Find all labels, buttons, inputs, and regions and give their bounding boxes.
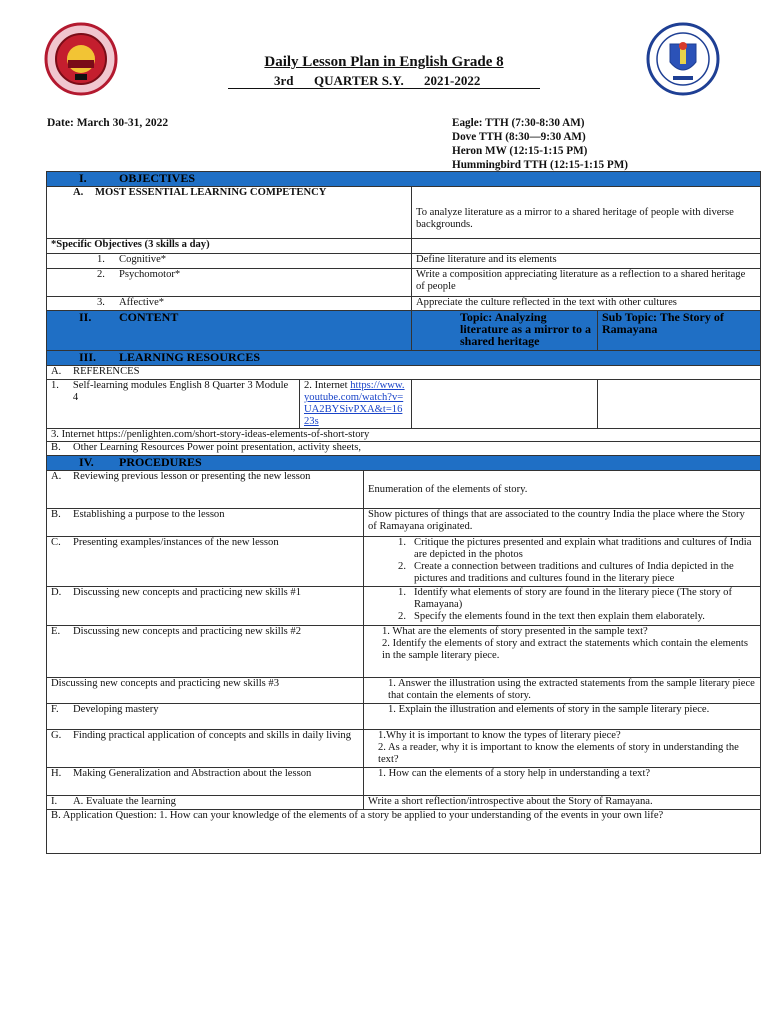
melc-label: MOST ESSENTIAL LEARNING COMPETENCY xyxy=(95,187,327,198)
content-row: II. CONTENT Topic: Analyzing literature as a mirror to a shared heritage Sub Topic: The Story of Ramayana xyxy=(47,311,761,351)
cognitive-value: Define literature and its elements xyxy=(412,254,761,269)
youtube-link[interactable]: https://www.youtube.com/watch?v=UA2BYSivPXA&t=1623s xyxy=(304,380,405,427)
references-label: REFERENCES xyxy=(73,366,140,377)
cognitive-row: 1. Cognitive* Define literature and its elements xyxy=(47,254,761,269)
procedure-e-item: 1. What are the elements of story presented in the sample text? xyxy=(382,626,648,637)
procedure-b-row: B. Establishing a purpose to the lesson Show pictures of things that are associated to the country India the place where the Story of Ramayana originated. xyxy=(47,509,761,537)
procedure-b-value: Show pictures of things that are associated to the country India the place where the Story of Ramayana originated. xyxy=(364,509,761,537)
reference-module: Self-learning modules English 8 Quarter 3 Module 4 xyxy=(72,380,289,403)
schedule-item: Dove TTH (8:30—9:30 AM) xyxy=(452,131,586,143)
procedure-h-label: Making Generalization and Abstraction about the lesson xyxy=(73,768,312,779)
procedure-b-label: Establishing a purpose to the lesson xyxy=(73,509,225,520)
objectives-heading: OBJECTIVES xyxy=(119,171,196,185)
procedure-e-item: 2. Identify the elements of story and extract the statements which contain the elements in the sample literary piece. xyxy=(382,638,748,661)
application-question: B. Application Question: 1. How can your knowledge of the elements of a story be applied to your understanding of the events in your own life? xyxy=(47,810,761,854)
procedure-f-row: F. Developing mastery 1. Explain the illustration and elements of story in the sample literary piece. xyxy=(47,704,761,730)
other-resources-row: B. Other Learning Resources Power point presentation, activity sheets, xyxy=(47,442,761,456)
schedule-item: Hummingbird TTH (12:15-1:15 PM) xyxy=(452,159,628,171)
schedule-item: Heron MW (12:15-1:15 PM) xyxy=(452,145,588,157)
procedure-c-label: Presenting examples/instances of the new lesson xyxy=(73,537,279,548)
quarter-line xyxy=(228,72,540,89)
affective-label: Affective* xyxy=(119,297,165,308)
procedure-e3-value: 1. Answer the illustration using the extracted statements from the sample literary piece that contain the elements of story. xyxy=(364,678,761,704)
procedure-i-value: Write a short reflection/introspective about the Story of Ramayana. xyxy=(364,796,761,810)
quarter-value: 3rd xyxy=(274,73,294,88)
procedure-g-item: 1.Why it is important to know the types of literary piece? xyxy=(378,730,621,741)
procedure-f-value: 1. Explain the illustration and elements of story in the sample literary piece. xyxy=(364,704,761,730)
document-title: Daily Lesson Plan in English Grade 8 xyxy=(264,54,504,70)
class-schedule xyxy=(452,116,628,172)
procedure-d-item: Specify the elements found in the text then explain them elaborately. xyxy=(414,611,705,622)
procedure-f-label: Developing mastery xyxy=(73,704,159,715)
school-year: 2021-2022 xyxy=(424,73,481,88)
content-heading: CONTENT xyxy=(119,310,179,324)
procedures-header-row: IV. PROCEDURES xyxy=(47,456,761,471)
psychomotor-row: 2. Psychomotor* Write a composition appreciating literature as a reflection to a shared heritage of people xyxy=(47,269,761,297)
procedure-i-label: A. Evaluate the learning xyxy=(73,796,176,807)
procedure-h-row: H. Making Generalization and Abstraction about the lesson 1. How can the elements of a story help in understanding a text? xyxy=(47,768,761,796)
affective-value: Appreciate the culture reflected in the text with other cultures xyxy=(412,297,761,311)
procedure-a-value: Enumeration of the elements of story. xyxy=(364,471,761,509)
specific-objectives-label: *Specific Objectives (3 skills a day) xyxy=(47,239,412,254)
schedule-item: Eagle: TTH (7:30-8:30 AM) xyxy=(452,117,585,129)
lesson-plan-table xyxy=(46,171,761,854)
procedure-g-item: 2. As a reader, why it is important to know the elements of story in understanding the text? xyxy=(378,742,739,765)
procedures-heading: PROCEDURES xyxy=(119,455,202,469)
procedure-c-item: Critique the pictures presented and explain what traditions and cultures of India are depicted in the photos xyxy=(414,537,752,560)
procedure-d-row: D. Discussing new concepts and practicing new skills #1 1. Identify what elements of story are found in the literary piece (The story of Ramayana) 2. Specify the elements found in the text then explain them elaborately. xyxy=(47,587,761,626)
lesson-date: Date: March 30-31, 2022 xyxy=(47,117,169,129)
procedure-i-row: I. A. Evaluate the learning Write a short reflection/introspective about the Story of Ramayana. xyxy=(47,796,761,810)
reference-3: 3. Internet https://penlighten.com/short-story-ideas-elements-of-short-story xyxy=(47,429,761,442)
procedure-d-item: Identify what elements of story are found in the literary piece (The story of Ramayana) xyxy=(414,587,732,610)
melc-value: To analyze literature as a mirror to a shared heritage of people with diverse backgrounds. xyxy=(412,187,761,239)
references-row: A. REFERENCES xyxy=(47,366,761,380)
specific-objectives-row xyxy=(47,239,761,254)
application-row xyxy=(47,810,761,854)
references-items-row: 1. Self-learning modules English 8 Quarter 3 Module 4 2. Internet https://www.youtube.com/watch?v=UA2BYSivPXA&t=1623s xyxy=(47,380,761,429)
procedure-g-row: G. Finding practical application of concepts and skills in daily living 1.Why it is important to know the types of literary piece? 2. As a reader, why it is important to know the elements of story in understanding the text? xyxy=(47,730,761,768)
procedure-g-label: Finding practical application of concepts and skills in daily living xyxy=(73,730,352,741)
procedure-e3-label: Discussing new concepts and practicing new skills #3 xyxy=(47,678,364,704)
content-subtopic: Sub Topic: The Story of Ramayana xyxy=(598,311,761,351)
procedure-e-label: Discussing new concepts and practicing new skills #2 xyxy=(73,626,302,637)
resources-header-row: III. LEARNING RESOURCES xyxy=(47,351,761,366)
objectives-header-row: I. OBJECTIVES xyxy=(47,172,761,187)
procedure-a-label: Reviewing previous lesson or presenting the new lesson xyxy=(73,471,311,482)
procedure-c-item: Create a connection between traditions and cultures of India depicted in the pictures and traditions and cultures found in the literary piece xyxy=(414,561,734,584)
quarter-label: QUARTER S.Y. xyxy=(314,73,404,88)
content-topic: Topic: Analyzing literature as a mirror to a shared heritage xyxy=(412,311,598,351)
resources-heading: LEARNING RESOURCES xyxy=(119,350,261,364)
procedure-a-row: A. Reviewing previous lesson or presenting the new lesson Enumeration of the elements of story. xyxy=(47,471,761,509)
procedure-h-value: 1. How can the elements of a story help in understanding a text? xyxy=(364,768,761,796)
psychomotor-value: Write a composition appreciating literature as a reflection to a shared heritage of people xyxy=(412,269,761,297)
other-resources: Other Learning Resources Power point presentation, activity sheets, xyxy=(73,442,362,453)
procedure-c-row: C. Presenting examples/instances of the new lesson 1. Critique the pictures presented and explain what traditions and cultures of India are depicted in the photos 2. Create a connection between traditions and cultures of India depicted in the pictures and traditions and cultures found in the literary piece xyxy=(47,537,761,587)
affective-row: 3. Affective* Appreciate the culture reflected in the text with other cultures xyxy=(47,297,761,311)
procedure-e-row: E. Discussing new concepts and practicing new skills #2 1. What are the elements of story presented in the sample text? 2. Identify the elements of story and extract the statements which contain the elements in the sample literary piece. xyxy=(47,626,761,678)
procedure-d-label: Discussing new concepts and practicing new skills #1 xyxy=(73,587,302,598)
psychomotor-label: Psychomotor* xyxy=(119,269,181,280)
cognitive-label: Cognitive* xyxy=(119,254,167,265)
procedure-e3-row xyxy=(47,678,761,704)
melc-row: A. MOST ESSENTIAL LEARNING COMPETENCY To analyze literature as a mirror to a shared heritage of people with diverse backgrounds. xyxy=(47,187,761,239)
internet-label: 2. Internet xyxy=(304,380,348,391)
reference-3-row xyxy=(47,429,761,442)
